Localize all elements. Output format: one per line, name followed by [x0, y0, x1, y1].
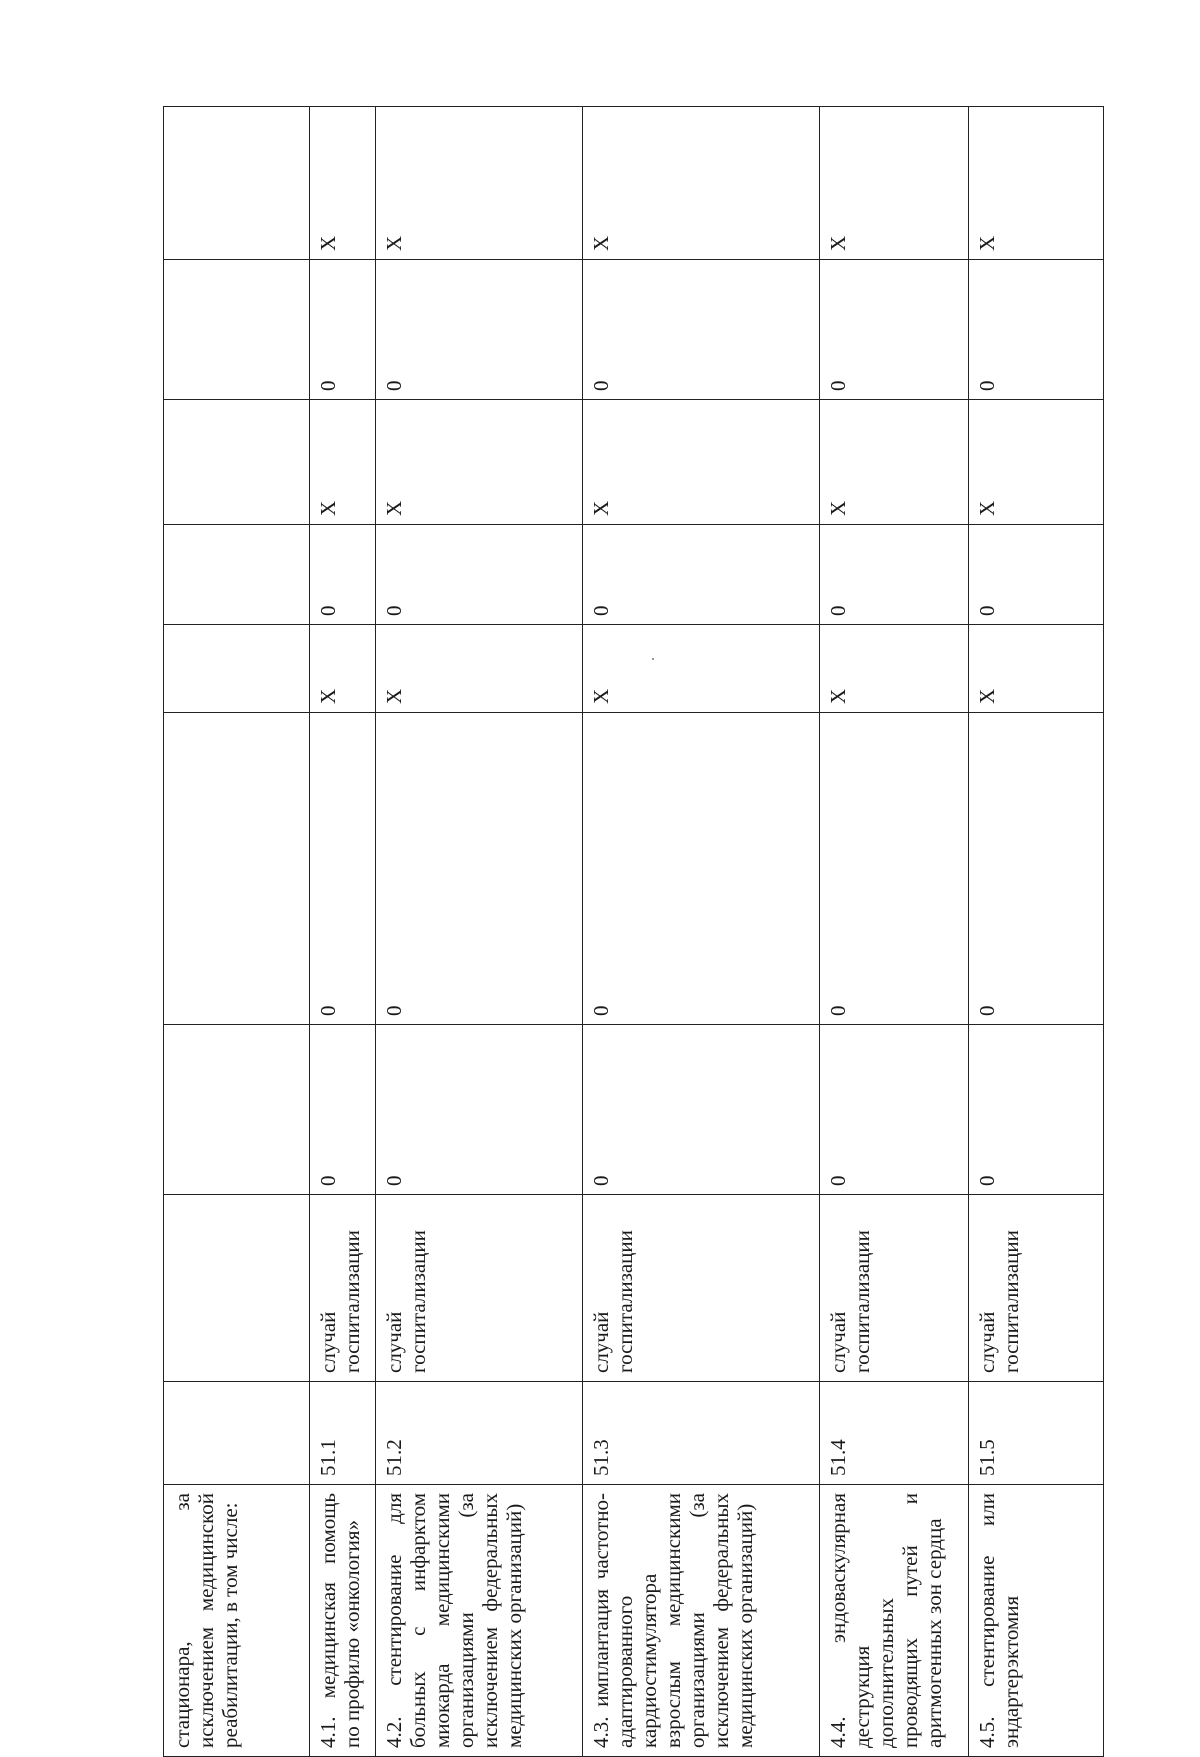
row-value-7: Х [376, 107, 583, 260]
row-value-3: Х [310, 625, 376, 713]
row-value-5: Х [376, 400, 583, 525]
row-value-1 [164, 1025, 310, 1195]
row-value-6: 0 [820, 260, 969, 400]
row-code: 51.3 [583, 1382, 820, 1485]
row-unit: случай госпитализации [376, 1195, 583, 1382]
row-value-7: Х [310, 107, 376, 260]
row-value-2: 0 [969, 713, 1104, 1025]
row-value-6: 0 [583, 260, 820, 400]
row-description: 4.4. эндоваскулярная деструкция дополнительных проводящих путей и аритмогенных зон сердца [820, 1485, 969, 1757]
row-value-4: 0 [583, 525, 820, 625]
row-value-7: Х [969, 107, 1104, 260]
row-description: 4.1. медицинская помощь по профилю «онкология» [310, 1485, 376, 1757]
row-code: 51.5 [969, 1382, 1104, 1485]
row-unit: случай госпитализации [310, 1195, 376, 1382]
row-value-4: 0 [310, 525, 376, 625]
row-value-5: Х [310, 400, 376, 525]
table-row [164, 107, 310, 1757]
row-value-4: 0 [969, 525, 1104, 625]
row-value-4: 0 [376, 525, 583, 625]
row-value-3: Х [376, 625, 583, 713]
row-value-7: Х [583, 107, 820, 260]
row-value-5: Х [969, 400, 1104, 525]
rotated-table-wrapper [163, 107, 1103, 1757]
row-unit: случай госпитализации [583, 1195, 820, 1382]
row-value-6: 0 [969, 260, 1104, 400]
row-code: 51.4 [820, 1382, 969, 1485]
row-unit: случай госпитализации [820, 1195, 969, 1382]
row-value-1: 0 [376, 1025, 583, 1195]
row-description: 4.5. стентирование или эндартерэктомия [969, 1485, 1104, 1757]
row-value-3: Х [820, 625, 969, 713]
table-row [583, 107, 820, 1757]
table-row [310, 107, 376, 1757]
row-value-5 [164, 400, 310, 525]
row-value-3: Х [969, 625, 1104, 713]
row-description: стационара, за исключением медицинской реабилитации, в том числе: [164, 1485, 310, 1757]
row-value-1: 0 [310, 1025, 376, 1195]
table-row [376, 107, 583, 1757]
row-value-3 [164, 625, 310, 713]
row-value-7: Х [820, 107, 969, 260]
row-value-4: 0 [820, 525, 969, 625]
row-value-6: 0 [310, 260, 376, 400]
row-value-2: 0 [583, 713, 820, 1025]
table-row [820, 107, 969, 1757]
row-value-1: 0 [583, 1025, 820, 1195]
row-value-2: 0 [310, 713, 376, 1025]
row-code [164, 1382, 310, 1485]
row-value-3: Х [583, 625, 820, 713]
row-value-6 [164, 260, 310, 400]
tariff-table [163, 106, 1104, 1757]
row-description: 4.3. имплантация частотно-адаптированного кардиостимулятора взрослым медицинскими организациями (за исключением федеральных медицинских организаций) [583, 1485, 820, 1757]
row-value-6: 0 [376, 260, 583, 400]
row-unit [164, 1195, 310, 1382]
table-row [969, 107, 1104, 1757]
row-value-7 [164, 107, 310, 260]
row-code: 51.1 [310, 1382, 376, 1485]
row-value-2: 0 [820, 713, 969, 1025]
row-description: 4.2. стентирование для больных с инфарктом миокарда медицинскими организациями (за исключением федеральных медицинских организаций) [376, 1485, 583, 1757]
row-value-2: 0 [376, 713, 583, 1025]
row-value-1: 0 [969, 1025, 1104, 1195]
row-value-5: Х [583, 400, 820, 525]
row-value-2 [164, 713, 310, 1025]
row-value-1: 0 [820, 1025, 969, 1195]
row-unit: случай госпитализации [969, 1195, 1104, 1382]
row-value-4 [164, 525, 310, 625]
row-value-5: Х [820, 400, 969, 525]
row-code: 51.2 [376, 1382, 583, 1485]
